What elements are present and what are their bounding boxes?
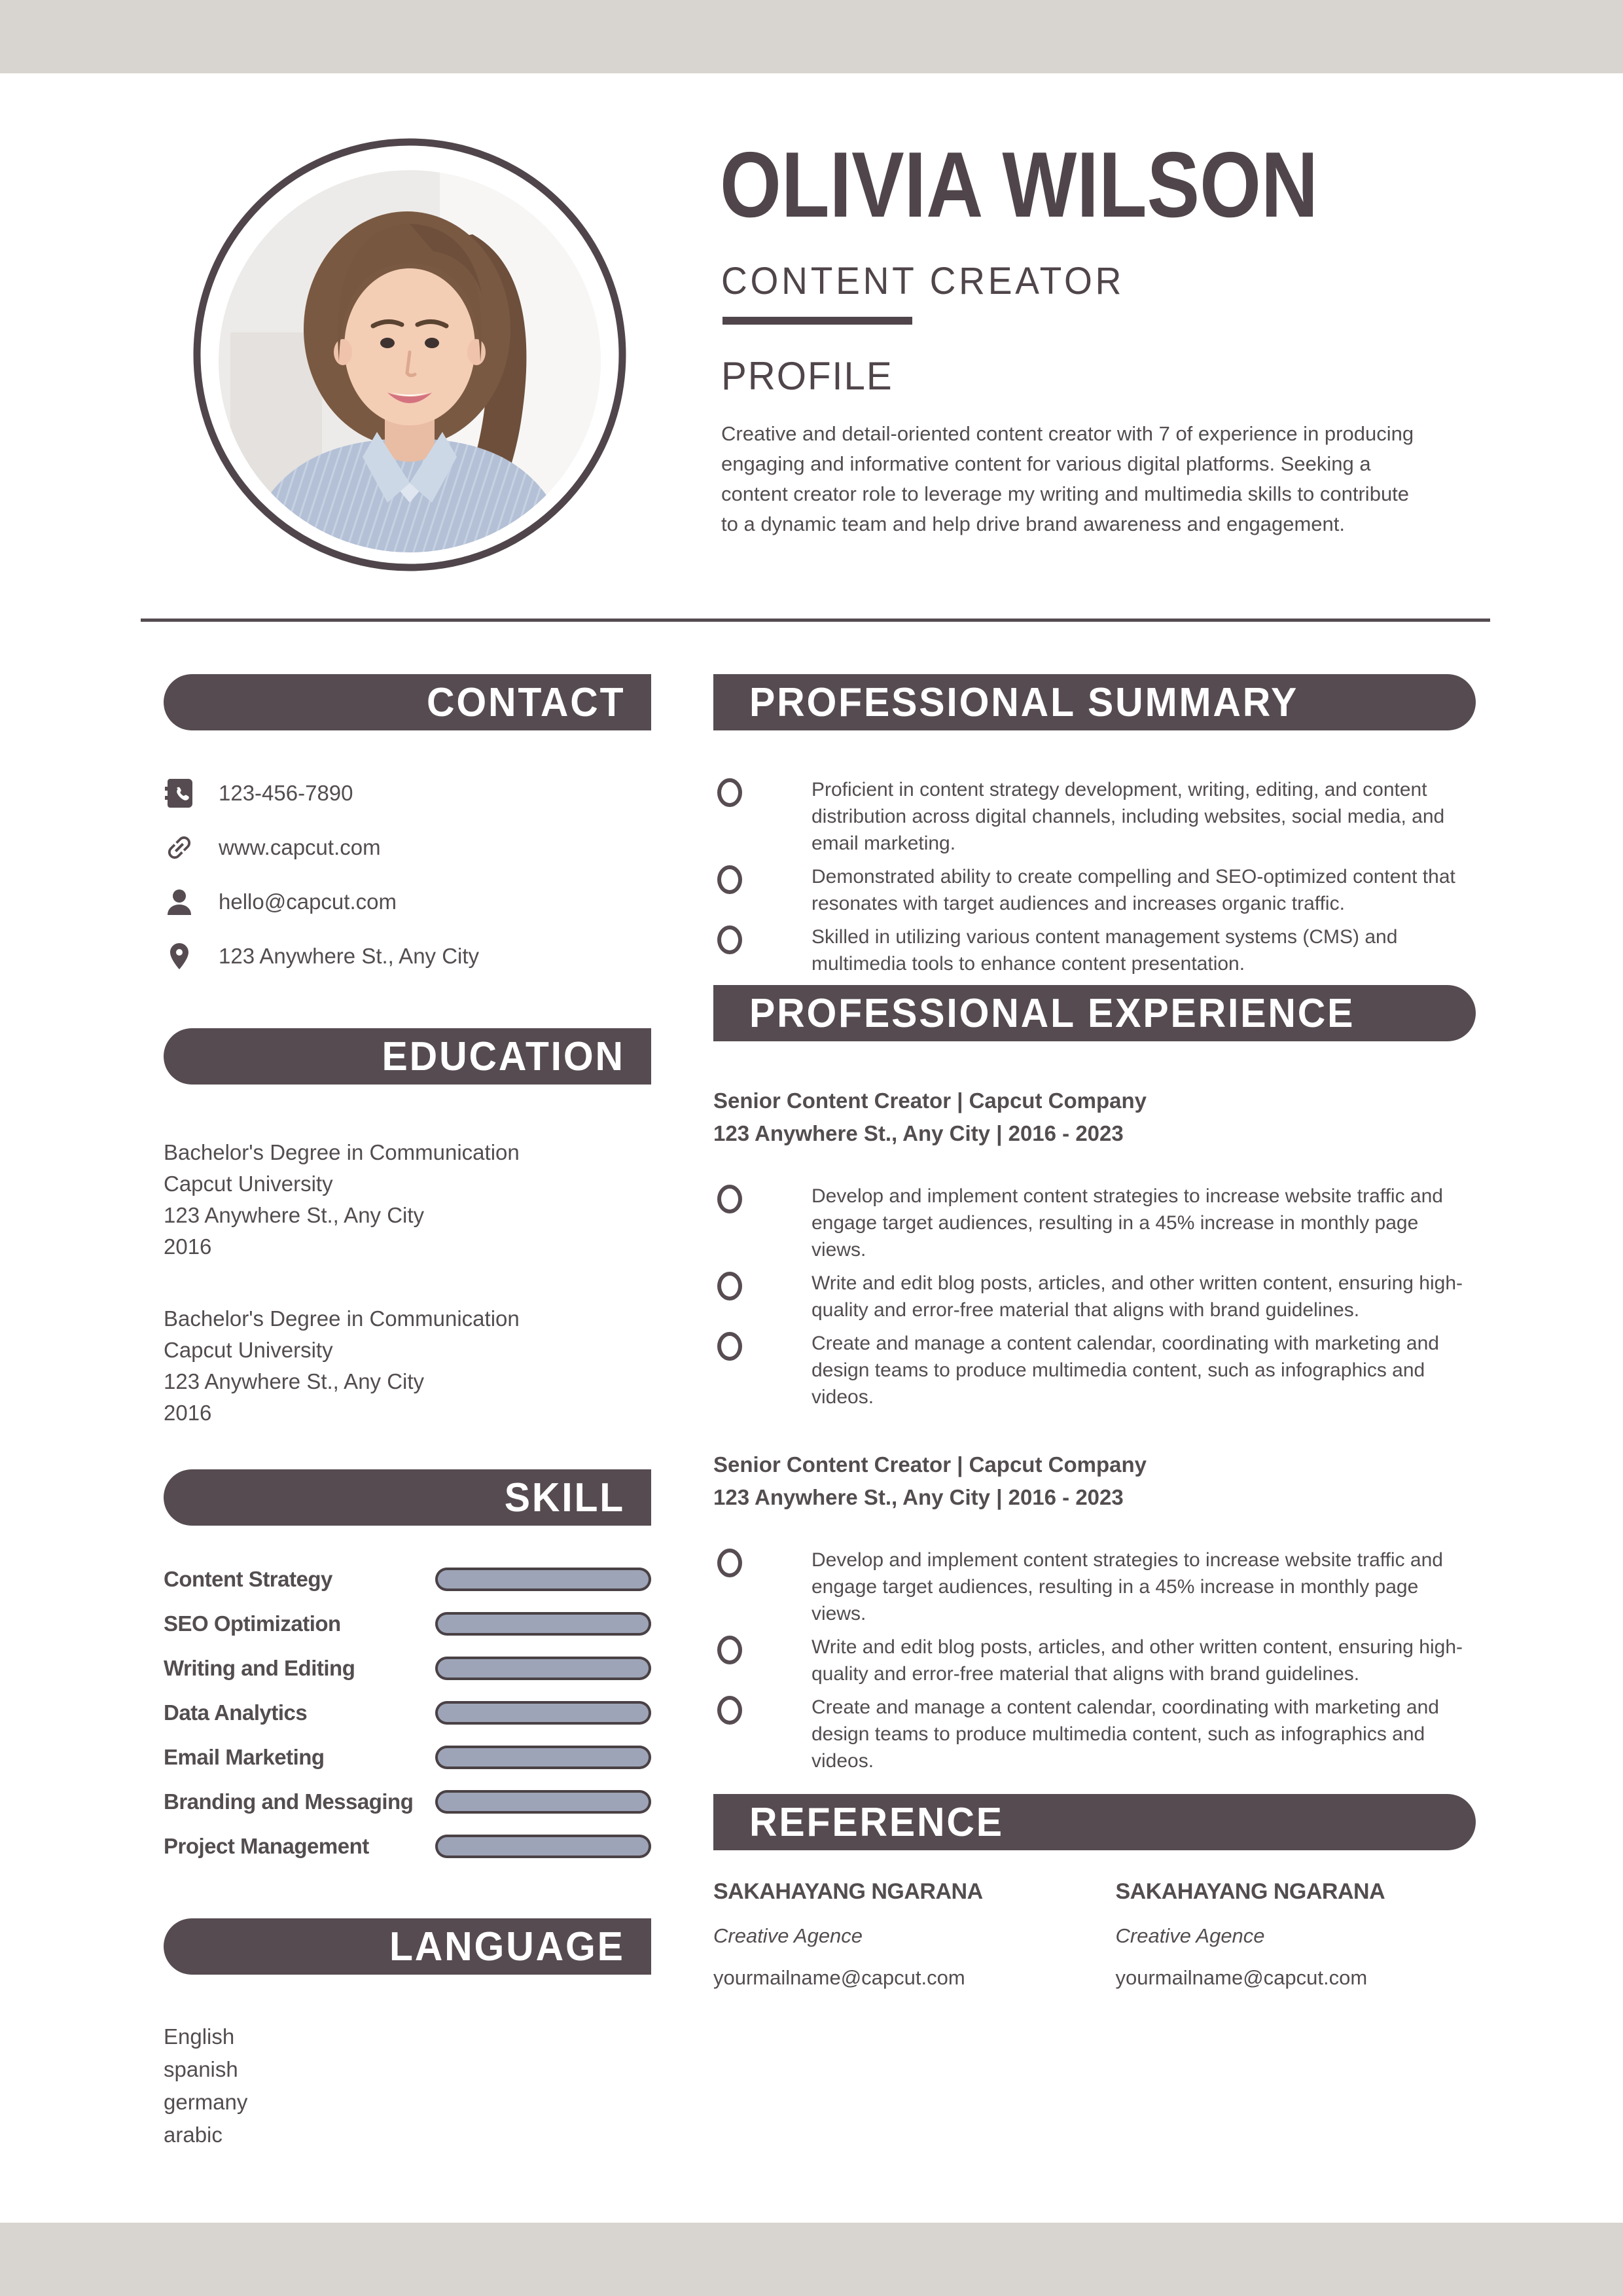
skill-label: Data Analytics [164,1700,308,1725]
portrait-illustration [191,136,628,573]
summary-bullet: Proficient in content strategy development, writing, editing, and content distribution across digital channels, including websites, social media, and email marketing. [713,776,1476,857]
summary-bullet-list [713,776,1476,977]
contact-address-value: 123 Anywhere St., Any City [219,944,480,968]
job-title: Senior Content Creator | Capcut Company [713,1452,1147,1477]
language-item: spanish [164,2057,238,2081]
job-bullet-list [713,1547,1476,1774]
skill-row [164,1701,651,1725]
education-heading: EDUCATION [382,1033,625,1079]
reference-name: SAKAHAYANG NGARANA [1115,1879,1385,1904]
reference-list [713,1879,1476,1990]
job-meta: 123 Anywhere St., Any City | 2016 - 2023 [713,1121,1124,1145]
skill-label: SEO Optimization [164,1611,341,1636]
skill-bar [435,1568,651,1591]
skill-row [164,1568,651,1591]
skill-row [164,1657,651,1680]
job-bullet: Develop and implement content strategies to increase website traffic and engage target audiences, resulting in a 45% increase in monthly page views. [713,1183,1476,1263]
job-header [713,1085,1476,1150]
contact-phone-value: 123-456-7890 [219,781,353,805]
job-bullet: Create and manage a content calendar, coordinating with marketing and design teams to produce multimedia content, such as infographics and videos. [713,1330,1476,1410]
section-banner-contact [164,674,651,730]
education-degree: Bachelor's Degree in Communication [164,1306,520,1331]
skill-bar [435,1746,651,1769]
skill-label: Content Strategy [164,1567,332,1591]
job-bullet: Write and edit blog posts, articles, and other written content, ensuring high-quality and error-free material that aligns with brand guidelines. [713,1270,1476,1323]
location-pin-icon [164,941,195,972]
skill-row [164,1612,651,1636]
education-year: 2016 [164,1401,212,1425]
contact-email-value: hello@capcut.com [219,889,397,914]
skill-bar [435,1835,651,1858]
education-school: Capcut University [164,1172,333,1196]
education-degree: Bachelor's Degree in Communication [164,1140,520,1164]
section-banner-reference [713,1794,1476,1850]
education-entry [164,1137,651,1263]
contact-item-phone [164,778,651,809]
language-list [164,2020,651,2151]
candidate-title: CONTENT CREATOR [721,260,1125,302]
reference-company: Creative Agence [1115,1924,1265,1947]
job-header [713,1448,1476,1514]
job-title: Senior Content Creator | Capcut Company [713,1088,1147,1113]
header-section [0,73,1623,619]
skill-row [164,1746,651,1769]
education-address: 123 Anywhere St., Any City [164,1203,425,1227]
bottom-margin-strip [0,2223,1623,2296]
summary-bullet: Demonstrated ability to create compelling and SEO-optimized content that resonates with target audiences and increases organic traffic. [713,863,1476,917]
top-margin-strip [0,0,1623,73]
profile-heading: PROFILE [721,354,893,398]
education-school: Capcut University [164,1338,333,1362]
skill-heading: SKILL [504,1475,625,1520]
language-item: arabic [164,2123,223,2147]
header-divider [141,619,1490,622]
job-bullet: Write and edit blog posts, articles, and other written content, ensuring high-quality and error-free material that aligns with brand guidelines. [713,1634,1476,1687]
skill-bar [435,1701,651,1725]
education-entry [164,1303,651,1429]
content-columns [164,674,1479,2151]
skill-bar [435,1612,651,1636]
professional-experience-heading: PROFESSIONAL EXPERIENCE [749,990,1355,1036]
candidate-name: OLIVIA WILSON [720,133,1319,237]
skill-label: Branding and Messaging [164,1789,414,1814]
left-column [164,674,651,2151]
job-bullet-list [713,1183,1476,1410]
reference-company: Creative Agence [713,1924,863,1947]
right-column [713,674,1476,1990]
education-year: 2016 [164,1234,212,1259]
skill-row [164,1790,651,1814]
reference-card [713,1879,1074,1990]
reference-email: yourmailname@capcut.com [1115,1966,1368,1989]
reference-card [1116,1879,1476,1990]
section-banner-professional-experience [713,985,1476,1041]
person-icon [164,886,195,918]
reference-name: SAKAHAYANG NGARANA [713,1879,983,1904]
reference-email: yourmailname@capcut.com [713,1966,965,1989]
link-icon [164,832,195,863]
job-bullet: Create and manage a content calendar, coordinating with marketing and design teams to produce multimedia content, such as infographics and videos. [713,1694,1476,1774]
skills-list [164,1568,651,1858]
section-banner-language [164,1918,651,1975]
professional-summary-heading: PROFESSIONAL SUMMARY [749,679,1299,725]
profile-text: Creative and detail-oriented content creator with 7 of experience in producing engaging and informative content for various digital platforms. Seeking a content creator role to leverage my writing and multimedia skills to contribute to a dynamic team and help drive brand awareness and engagement. [721,422,1414,535]
skill-label: Project Management [164,1834,369,1858]
education-address: 123 Anywhere St., Any City [164,1369,425,1393]
title-underline [722,317,912,325]
contact-item-email [164,886,651,918]
skill-row [164,1835,651,1858]
language-heading: LANGUAGE [389,1924,625,1969]
section-banner-skill [164,1469,651,1526]
job-bullet: Develop and implement content strategies to increase website traffic and engage target audiences, resulting in a 45% increase in monthly page views. [713,1547,1476,1627]
contact-item-address [164,941,651,972]
section-banner-education [164,1028,651,1085]
language-item: English [164,2024,235,2049]
section-banner-professional-summary [713,674,1476,730]
skill-bar [435,1657,651,1680]
summary-bullet: Skilled in utilizing various content management systems (CMS) and multimedia tools to enhance content presentation. [713,924,1476,977]
contact-book-icon [164,778,195,809]
reference-heading: REFERENCE [749,1799,1004,1845]
contact-list [164,778,651,972]
skill-bar [435,1790,651,1814]
skill-label: Email Marketing [164,1745,325,1769]
language-item: germany [164,2090,248,2114]
skill-label: Writing and Editing [164,1656,355,1680]
profile-photo [191,136,628,573]
contact-heading: CONTACT [426,679,625,725]
contact-website-value: www.capcut.com [219,835,381,859]
contact-item-website [164,832,651,863]
job-meta: 123 Anywhere St., Any City | 2016 - 2023 [713,1485,1124,1509]
